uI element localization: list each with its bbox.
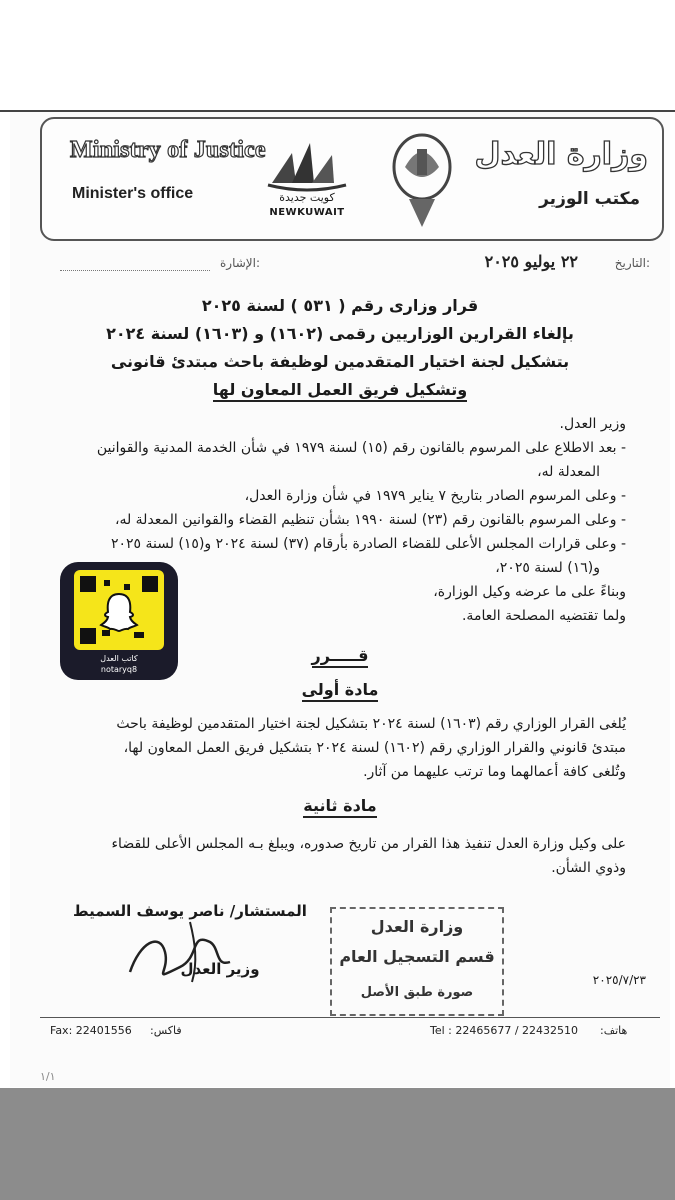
decree-title-line-1: قرار وزارى رقم ( ٥٣١ ) لسنة ٢٠٢٥ [201, 296, 479, 315]
document-page [10, 112, 670, 1087]
date-reference-line [50, 252, 650, 276]
article-1-line-2: مبتدئ قانوني والقرار الوزاري رقم (١٦٠٢) لسنة ٢٠٢٤ بتشكيل فريق العمل المعاون لها، [123, 740, 626, 756]
footer-divider [40, 1017, 660, 1018]
official-stamp [330, 907, 504, 1016]
article-1-heading-wrap [30, 680, 650, 702]
qr-caption-handle: notaryq8 [100, 665, 138, 674]
footer-tel-ar: هاتف: [600, 1024, 628, 1037]
office-name-en: Minister's office [72, 185, 194, 202]
reference-dotted-line [60, 270, 210, 271]
new-kuwait-logo [262, 133, 352, 223]
letterhead [40, 117, 664, 241]
date-label: التاريخ: [614, 256, 650, 270]
handwritten-signature [120, 912, 320, 992]
preamble-minister: وزير العدل. [559, 416, 626, 432]
article-1-line-3: وتُلغى كافة أعمالهما وما ترتب عليهما من آثار. [363, 764, 626, 780]
brand-name-en: NEWKUWAIT [269, 207, 345, 218]
preamble-clause-4b: و(١٦) لسنة ٢٠٢٥، [495, 560, 600, 576]
article-2-line-2: وذوي الشأن. [551, 860, 626, 876]
stamp-line-1: وزارة العدل [370, 917, 464, 936]
article-2-line-1: على وكيل وزارة العدل تنفيذ هذا القرار من تاريخ صدوره، ويبلغ بـه المجلس الأعلى للقضاء [111, 836, 626, 852]
qr-caption-ar: كاتب العدل [100, 654, 138, 663]
article-2-heading-wrap [30, 796, 650, 818]
signatory-title: وزير العدل [180, 960, 260, 978]
decree-title-line-4-wrap [30, 380, 650, 402]
preamble-clause-1b: المعدلة له، [537, 464, 600, 480]
brand-name-ar: كويت جديدة [279, 191, 335, 204]
ministry-name-ar: وزارة العدل [474, 137, 648, 172]
article-2-heading: مادة ثانية [303, 796, 376, 818]
footer-tel: Tel : 22465677 / 22432510 [430, 1024, 579, 1037]
preamble-clause-6: ولما تقتضيه المصلحة العامة. [461, 608, 626, 624]
decision-heading: قـــــرر [312, 646, 369, 668]
footer-fax: Fax: 22401556 [50, 1024, 132, 1037]
bottom-gray-area [0, 1088, 675, 1200]
stamp-date: ٢٠٢٥/٧/٢٣ [592, 973, 646, 987]
office-name-ar: مكتب الوزير [539, 189, 640, 209]
preamble-clause-2: - وعلى المرسوم الصادر بتاريخ ٧ يناير ١٩٧٩ في شأن وزارة العدل، [244, 488, 626, 504]
signatory-name: المستشار/ ناصر يوسف السميط [73, 902, 307, 920]
reference-label: الإشارة: [220, 256, 261, 270]
footer-fax-ar: فاكس: [150, 1024, 182, 1037]
ministry-name-en: Ministry of Justice [70, 137, 266, 163]
preamble-clause-1a: - بعد الاطلاع على المرسوم بالقانون رقم (١٥) لسنة ١٩٧٩ في شأن الخدمة المدنية والقوانين [96, 440, 626, 456]
kuwait-emblem [387, 127, 457, 231]
stamp-line-3: صورة طبق الأصل [360, 985, 474, 1000]
date-value: ٢٢ يوليو ٢٠٢٥ [484, 252, 578, 271]
article-1-heading: مادة أولى [302, 680, 379, 702]
top-blank-area [0, 0, 675, 112]
preamble-clause-4a: - وعلى قرارات المجلس الأعلى للقضاء الصادرة بأرقام (٣٧) لسنة ٢٠٢٤ و(١٥) لسنة ٢٠٢٥ [110, 536, 626, 552]
decree-title-line-2: بإلغاء القرارين الوزاريين رقمى (١٦٠٢) و (١٦٠٣) لسنة ٢٠٢٤ [106, 324, 574, 343]
qr-pattern [74, 570, 164, 650]
decree-title-line-3: بتشكيل لجنة اختيار المتقدمين لوظيفة باحث مبتدئ قانونى [110, 352, 570, 371]
decree-title-line-4: وتشكيل فريق العمل المعاون لها [213, 380, 467, 402]
preamble-clause-5: وبناءً على ما عرضه وكيل الوزارة، [433, 584, 626, 600]
stamp-line-2: قسم التسجيل العام [339, 947, 495, 966]
page-number: ١/١ [40, 1070, 56, 1083]
decision-heading-wrap [30, 646, 650, 668]
preamble-clause-3: - وعلى المرسوم بالقانون رقم (٢٣) لسنة ١٩٩٠ بشأن تنظيم القضاء والقوانين المعدلة له، [114, 512, 626, 528]
article-1-line-1: يُلغى القرار الوزاري رقم (١٦٠٣) لسنة ٢٠٢٤ بتشكيل لجنة اختيار المتقدمين لوظيفة باحث [116, 716, 626, 732]
